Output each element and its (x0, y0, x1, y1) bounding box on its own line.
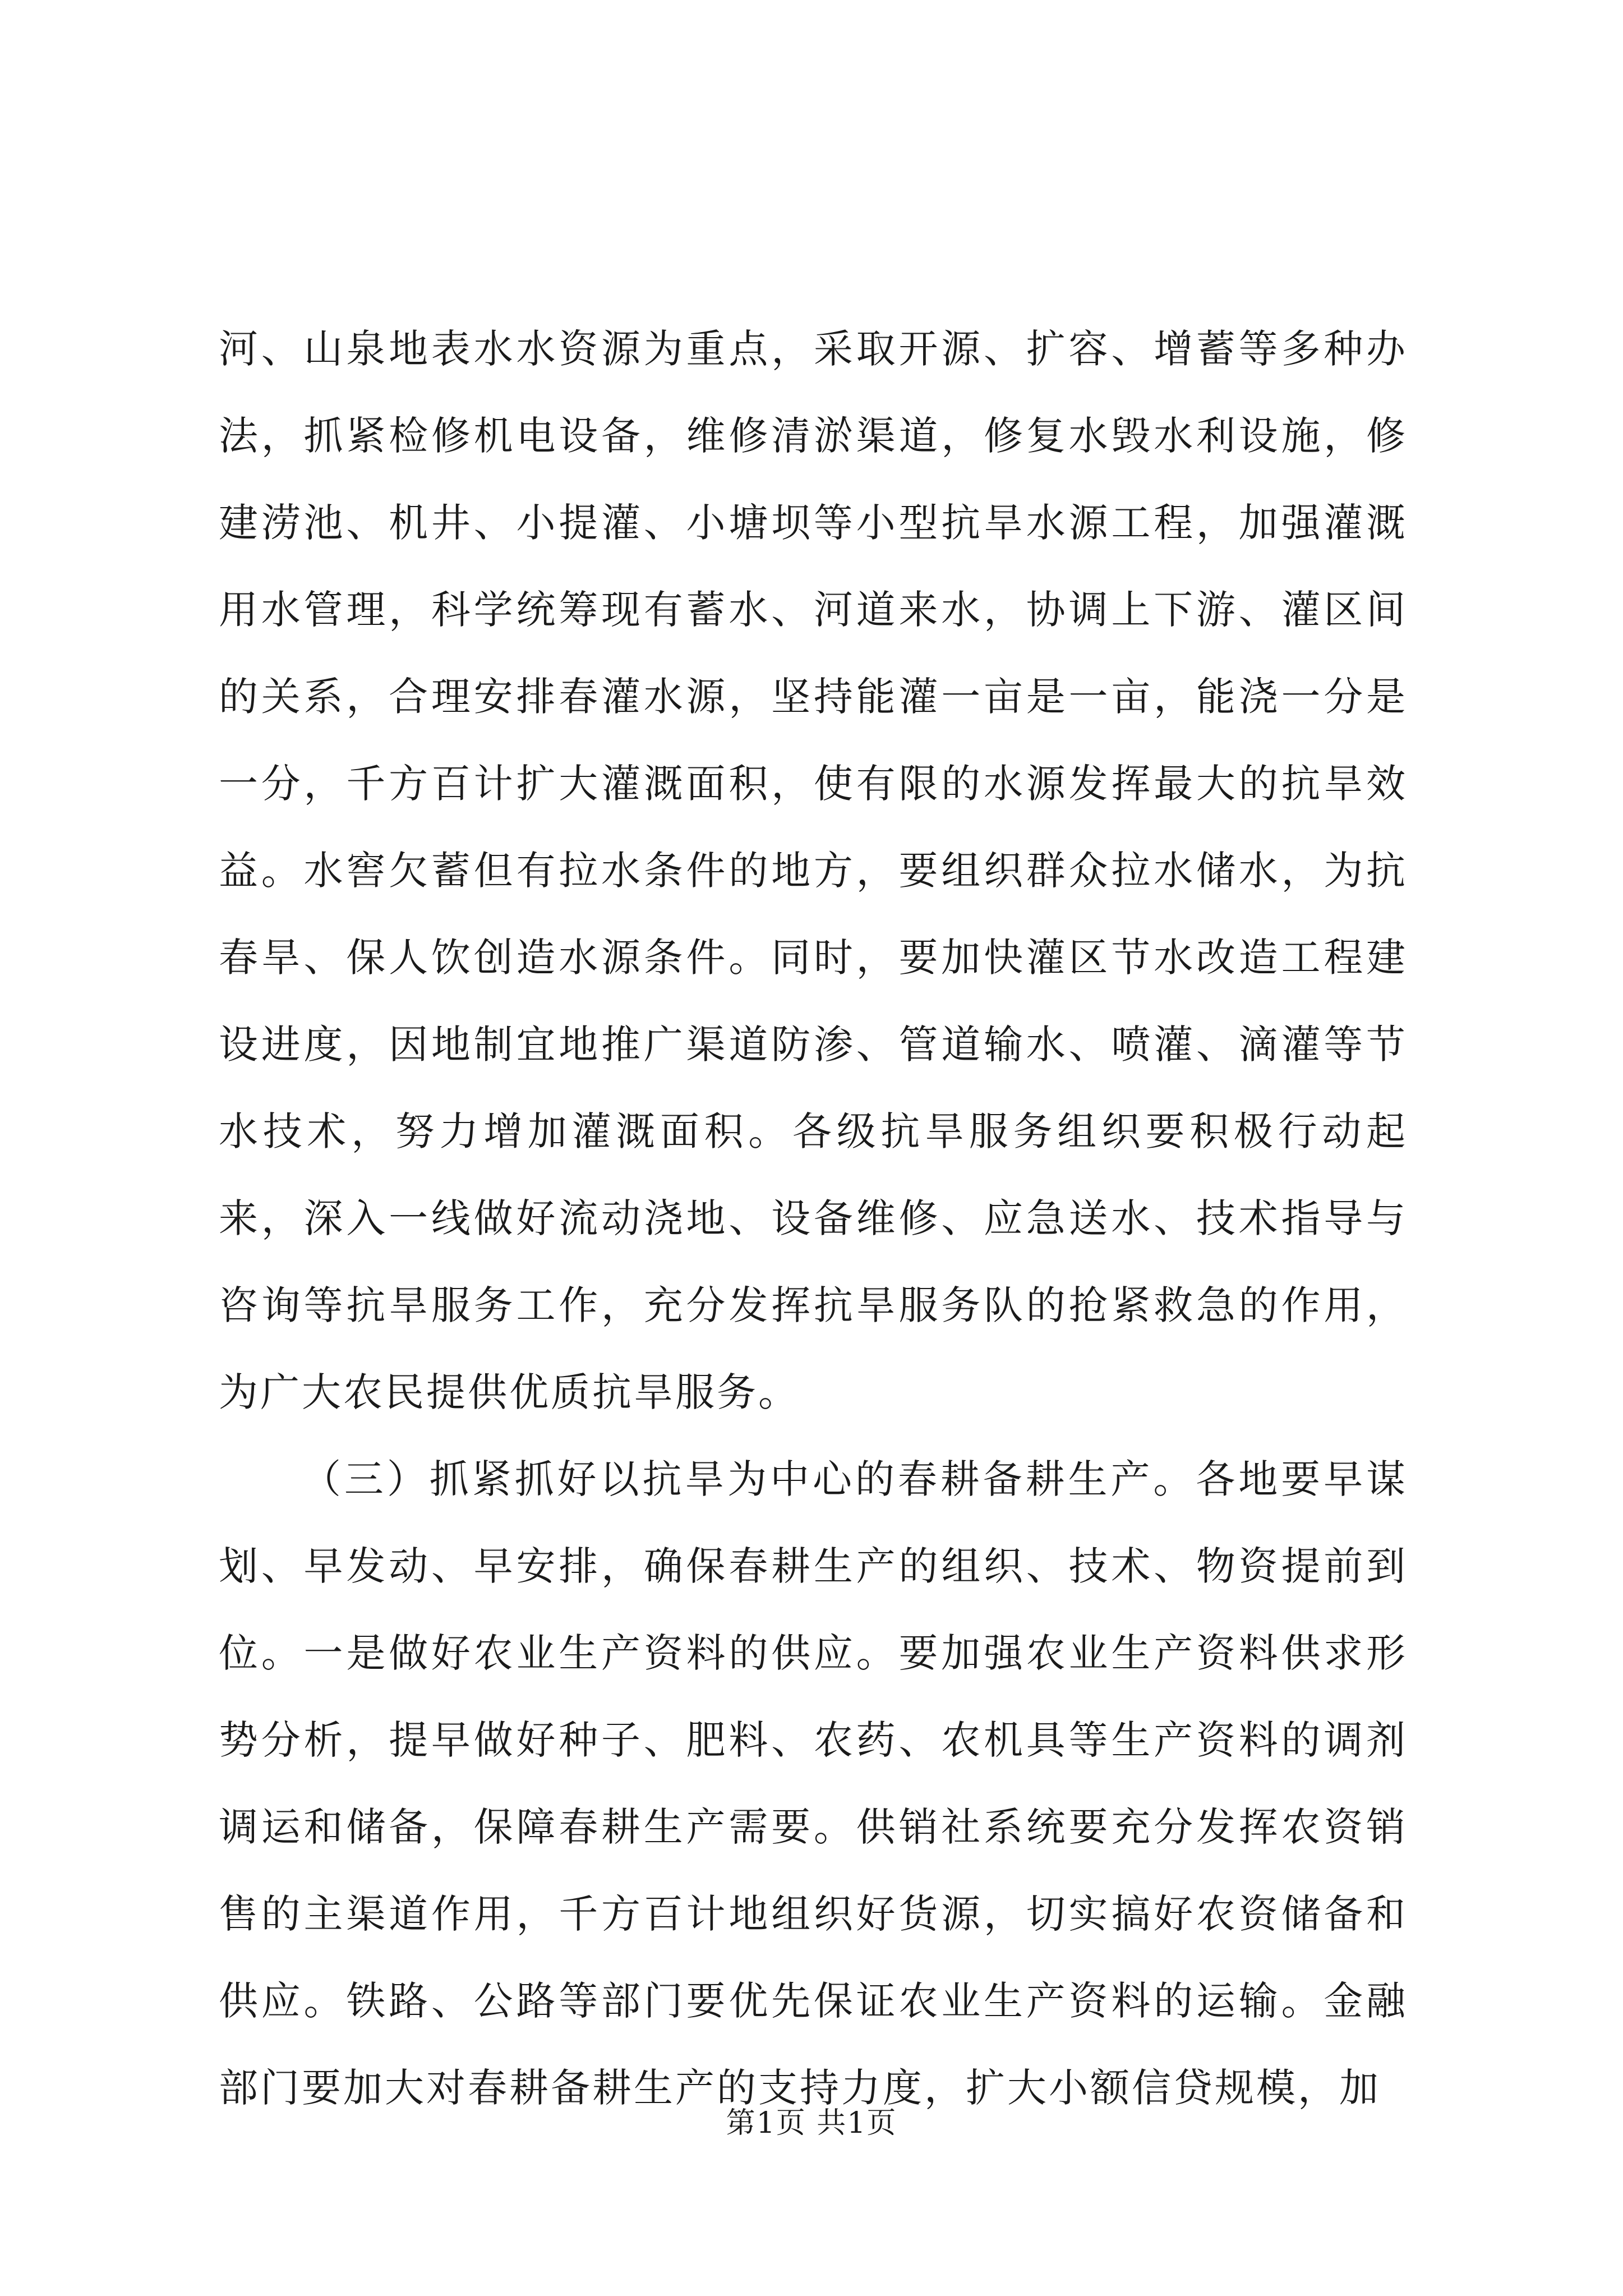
paragraph-spring-plowing: （三）抓紧抓好以抗旱为中心的春耕备耕生产。各地要早谋划、早发动、早安排，确保春耕生产的组织、技术、物资提前到位。一是做好农业生产资料的供应。要加强农业生产资料供求形势分析，提早做好种子、肥料、农药、农机具等生产资料的调剂调运和储备，保障春耕生产需要。供销社系统要充分发挥农资销售的主渠道作用，千方百计地组织好货源，切实搞好农资储备和供应。铁路、公路等部门要优先保证农业生产资料的运输。金融部门要加大对春耕备耕生产的支持力度，扩大小额信贷规模，加 (219, 1456, 1408, 2111)
paragraph-water-sources: 河、山泉地表水水资源为重点，采取开源、扩容、增蓄等多种办法，抓紧检修机电设备，维修清淤渠道，修复水毁水利设施，修建涝池、机井、小提灌、小塘坝等小型抗旱水源工程，加强灌溉用水管理，科学统筹现有蓄水、河道来水，协调上下游、灌区间的关系，合理安排春灌水源，坚持能灌一亩是一亩，能浇一分是一分，千方百计扩大灌溉面积，使有限的水源发挥最大的抗旱效益。水窖欠蓄但有拉水条件的地方，要组织群众拉水储水，为抗春旱、保人饮创造水源条件。同时，要加快灌区节水改造工程建设进度，因地制宜地推广渠道防渗、管道输水、喷灌、滴灌等节水技术，努力增加灌溉面积。各级抗旱服务组织要积极行动起来，深入一线做好流动浇地、设备维修、应急送水、技术指导与咨询等抗旱服务工作，充分发挥抗旱服务队的抢紧救急的作用，为广大农民提供优质抗旱服务。 (219, 326, 1408, 1415)
page-number-footer: 第1页 共1页 (726, 2106, 897, 2140)
document-body (219, 306, 1408, 2132)
